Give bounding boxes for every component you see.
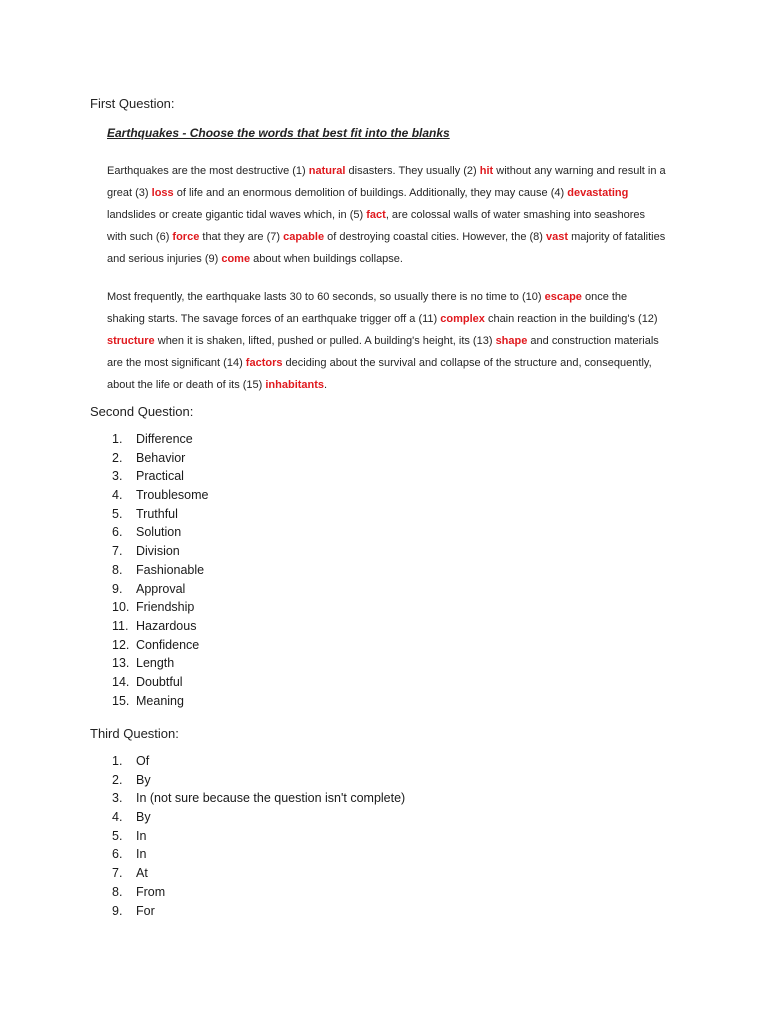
- list-number: 1.: [112, 432, 123, 446]
- list-item: [112, 430, 209, 449]
- third-question-heading: Third Question:: [90, 726, 179, 741]
- list-number: 9.: [112, 581, 123, 596]
- list-item: [112, 845, 405, 864]
- list-item: [112, 467, 209, 486]
- list-item: [112, 864, 405, 883]
- answer-word: loss: [151, 187, 174, 199]
- list-number: 5.: [112, 828, 123, 843]
- list-item-text: Confidence: [136, 637, 200, 652]
- list-item-text: Doubtful: [136, 674, 183, 689]
- list-item-text: Meaning: [136, 693, 184, 708]
- list-item: [112, 808, 405, 827]
- list-number: 3.: [112, 791, 123, 806]
- paragraph-text: landslides or create gigantic tidal waves which, in (5): [107, 209, 367, 221]
- list-item: [112, 523, 209, 542]
- list-item: [112, 673, 209, 692]
- list-number: 6.: [112, 847, 123, 862]
- paragraph-text: when it is shaken, lifted, pushed or pulled. A building's height, its (13): [154, 335, 496, 347]
- list-item-text: Troublesome: [136, 488, 209, 503]
- list-item: [112, 902, 405, 921]
- list-item-text: In (not sure because the question isn't complete): [136, 791, 406, 806]
- list-number: 8.: [112, 884, 123, 899]
- list-item: [112, 505, 209, 524]
- list-number: 1.: [112, 754, 123, 768]
- list-number: 9.: [112, 903, 123, 918]
- paragraph-text: disasters. They usually (2): [345, 165, 480, 177]
- list-number: 8.: [112, 562, 123, 577]
- list-item: [112, 654, 209, 673]
- list-item-text: Truthful: [136, 506, 178, 521]
- list-item: [112, 636, 209, 655]
- list-item-text: Difference: [136, 432, 193, 446]
- answer-word: fact: [366, 209, 386, 221]
- paragraph-text: , are colossal walls of water smashing into seashores with such (6): [107, 209, 646, 243]
- list-number: 10.: [112, 600, 130, 615]
- list-item-text: In: [136, 847, 147, 862]
- paragraph-text: and construction materials are the most significant (14): [107, 335, 659, 369]
- answer-word: complex: [440, 313, 485, 325]
- list-item: [112, 449, 209, 468]
- list-number: 12.: [112, 637, 130, 652]
- paragraph-text: chain reaction in the building's (12): [484, 313, 658, 325]
- list-item-text: By: [136, 810, 151, 825]
- list-number: 11.: [112, 618, 129, 633]
- list-item: [112, 771, 405, 790]
- paragraph-1: [107, 160, 667, 270]
- paragraph-2: [107, 286, 667, 396]
- list-item-text: Of: [136, 754, 150, 768]
- answer-word: vast: [546, 231, 569, 243]
- list-item: [112, 542, 209, 561]
- list-item: [112, 692, 209, 711]
- list-item: [112, 598, 209, 617]
- list-number: 13.: [112, 656, 130, 671]
- list-item: [112, 827, 405, 846]
- answer-word: force: [172, 231, 200, 243]
- paragraph-text: Earthquakes are the most destructive (1): [107, 165, 309, 177]
- third-question-list: [112, 752, 405, 920]
- list-item: [112, 617, 209, 636]
- list-number: 4.: [112, 488, 123, 503]
- list-item-text: Approval: [136, 581, 186, 596]
- exercise-title: Earthquakes - Choose the words that best fit into the blanks: [107, 126, 450, 140]
- second-question-heading: Second Question:: [90, 404, 194, 419]
- list-number: 6.: [112, 525, 123, 540]
- list-number: 5.: [112, 506, 123, 521]
- answer-word: escape: [544, 291, 582, 303]
- list-item: [112, 561, 209, 580]
- list-item-text: In: [136, 828, 147, 843]
- list-item: [112, 883, 405, 902]
- list-item-text: For: [136, 903, 155, 918]
- list-number: 3.: [112, 469, 123, 484]
- paragraph-text: Most frequently, the earthquake lasts 30 to 60 seconds, so usually there is no time to (10): [107, 291, 545, 303]
- paragraph-text: once the shaking starts. The savage forces of an earthquake trigger off a (11): [107, 291, 628, 325]
- list-item: [112, 789, 405, 808]
- paragraph-text: about when buildings collapse.: [250, 253, 403, 265]
- list-number: 15.: [112, 693, 130, 708]
- list-item-text: Behavior: [136, 450, 186, 465]
- list-item-text: Division: [136, 544, 180, 559]
- paragraph-text: of life and an enormous demolition of buildings. Additionally, they may cause (4): [173, 187, 568, 199]
- list-item-text: At: [136, 866, 148, 881]
- list-item-text: From: [136, 884, 166, 899]
- list-number: 2.: [112, 450, 123, 465]
- answer-word: devastating: [567, 187, 629, 199]
- answer-word: inhabitants: [265, 379, 325, 391]
- paragraph-text: of destroying coastal cities. However, the (8): [324, 231, 546, 243]
- answer-word: shape: [495, 335, 528, 347]
- list-number: 7.: [112, 544, 123, 559]
- list-number: 2.: [112, 772, 123, 787]
- list-number: 7.: [112, 866, 123, 881]
- paragraph-text: majority of fatalities and serious injuries (9): [107, 231, 666, 265]
- list-item-text: Hazardous: [136, 618, 197, 633]
- second-question-list: [112, 430, 209, 710]
- list-item-text: Length: [136, 656, 175, 671]
- paragraph-text: without any warning and result in a great (3): [107, 165, 666, 199]
- list-number: 14.: [112, 674, 130, 689]
- answer-word: capable: [283, 231, 325, 243]
- list-item-text: By: [136, 772, 151, 787]
- list-number: 4.: [112, 810, 123, 825]
- answer-word: natural: [308, 165, 346, 177]
- first-question-heading: First Question:: [90, 96, 175, 111]
- list-item: [112, 486, 209, 505]
- paragraph-text: deciding about the survival and collapse of the structure and, consequently, about the life or death of its (15): [107, 357, 652, 391]
- paragraph-text: .: [324, 379, 328, 391]
- list-item-text: Friendship: [136, 600, 195, 615]
- list-item-text: Practical: [136, 469, 184, 484]
- answer-word: hit: [479, 165, 494, 177]
- answer-word: structure: [107, 335, 155, 347]
- paragraph-text: that they are (7): [199, 231, 284, 243]
- list-item: [112, 752, 405, 771]
- list-item-text: Fashionable: [136, 562, 205, 577]
- list-item-text: Solution: [136, 525, 182, 540]
- answer-word: factors: [245, 357, 283, 369]
- answer-word: come: [221, 253, 251, 265]
- list-item: [112, 580, 209, 599]
